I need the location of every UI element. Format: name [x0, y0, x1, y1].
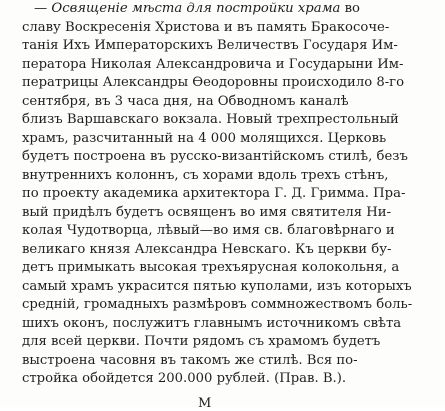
text-line: внутреннихъ колоннъ, съ хорами вдоль трехъ стѣнъ, — [22, 167, 389, 183]
text-line: для всей церкви. Почти рядомъ съ храмомъ будетъ — [22, 334, 381, 349]
text-line: шихъ оконъ, послужитъ главнымъ источникомъ свѣта — [22, 315, 402, 331]
text-line: сентября, въ 3 часа дня, на Обводномъ каналѣ — [22, 93, 349, 109]
text-line: стройка обойдется 200.000 рублей. (Прав. В.). — [22, 371, 347, 386]
heading-line: — Освященіе мѣста для постройки храма во — [34, 1, 360, 16]
text-line: будетъ построена въ русско-византійскомъ стилѣ, безъ — [22, 149, 408, 164]
text-line: танія Ихъ Императорскихъ Величествъ Государя Им- — [22, 38, 398, 53]
text-line: детъ примыкать высокая трехъярусная колокольня, а — [22, 260, 400, 275]
text-line: колая Чудотворца, лѣвый—во имя св. благовѣрнаго и — [22, 223, 395, 238]
text-line: выстроена часовня въ такомъ же стилѣ. Вся по- — [22, 352, 358, 368]
next-article-initial: М — [198, 396, 212, 411]
text-line: славу Воскресенія Христова и въ память Бракосоче- — [22, 19, 390, 35]
text-line: средній, громадныхъ размѣровъ соммножествомъ боль- — [22, 297, 413, 312]
text-line: самый храмъ украсится пятью куполами, изъ которыхъ — [22, 278, 412, 294]
text-line: близъ Варшавскаго вокзала. Новый трехпрестольный — [22, 112, 399, 127]
article-heading: Освященіе мѣста для постройки храма — [51, 1, 341, 16]
text-line: по проекту академика архитектора Г. Д. Гримма. Пра- — [22, 186, 406, 201]
text-line: великаго князя Александра Невскаго. Къ церкви бу- — [22, 241, 392, 257]
text-line: ператрицы Александры Ѳеодоровны происходило 8-го — [22, 75, 405, 90]
heading-continuation: во — [340, 1, 360, 16]
text-line: вый придѣлъ будетъ освященъ во имя святителя Ни- — [22, 204, 392, 220]
text-line: храмъ, разсчитанный на 4 000 молящихся. Церковь — [22, 130, 387, 146]
text-line: ператора Николая Александровича и Государыни Им- — [22, 56, 404, 72]
